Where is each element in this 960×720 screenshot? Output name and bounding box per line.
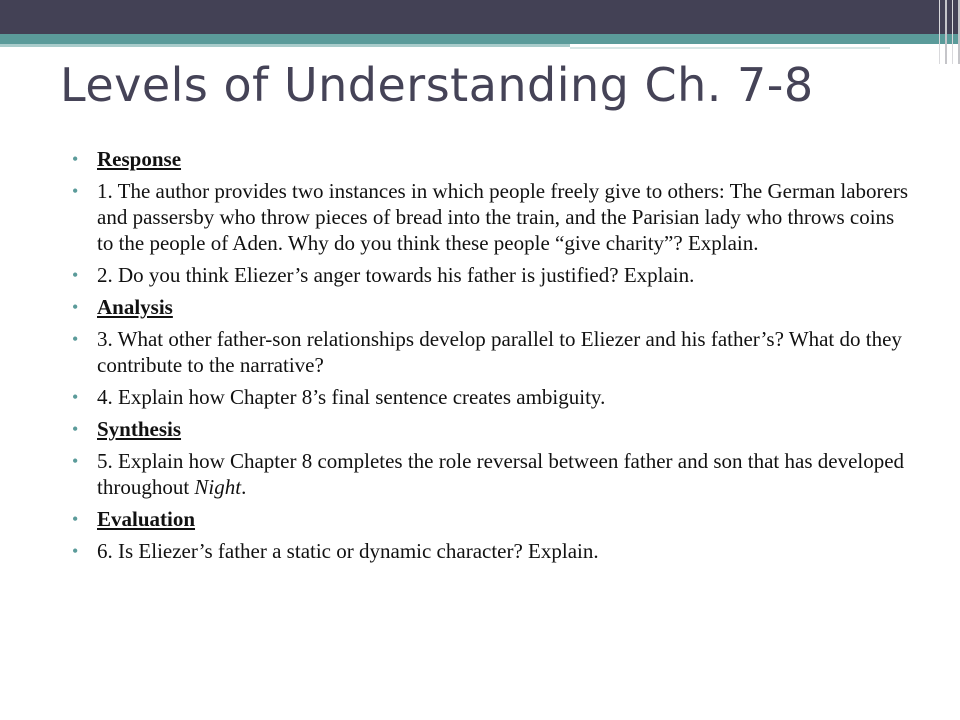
- stripe: [945, 0, 947, 64]
- section-heading-synthesis: [72, 416, 910, 442]
- accent-bar: [0, 34, 960, 44]
- section-heading-response: [72, 146, 910, 172]
- question-text: 3. What other father-son relationships develop parallel to Eliezer and his father’s? What do they contribute to the narrative?: [97, 327, 902, 377]
- section-heading-analysis: [72, 294, 910, 320]
- question-4: [72, 384, 910, 410]
- question-text: 2. Do you think Eliezer’s anger towards his father is justified? Explain.: [97, 263, 695, 287]
- heading-text: Synthesis: [97, 417, 182, 441]
- book-title: Night: [194, 475, 242, 499]
- heading-text: Evaluation: [97, 507, 196, 531]
- question-text: 5. Explain how Chapter 8 completes the role reversal between father and son that has developed throughout: [97, 449, 905, 499]
- heading-text: Response: [97, 147, 182, 171]
- accent-line: [0, 44, 570, 47]
- question-3: [72, 326, 910, 378]
- heading-text: Analysis: [97, 295, 173, 319]
- accent-line-secondary: [570, 47, 890, 49]
- header-band: [0, 0, 960, 34]
- stripe: [952, 0, 953, 64]
- section-heading-evaluation: [72, 506, 910, 532]
- bullet-list: [72, 146, 910, 570]
- question-text: 1. The author provides two instances in which people freely give to others: The German laborers and passersby who throw pieces of bread into the train, and the Parisian lady who throws coins to the people of Aden. Why do you think these people “give charity”? Explain.: [97, 179, 908, 255]
- question-text: 4. Explain how Chapter 8’s final sentence creates ambiguity.: [97, 385, 606, 409]
- question-6: [72, 538, 910, 564]
- stripe: [939, 0, 940, 64]
- punctuation: .: [241, 475, 247, 499]
- question-5: [72, 448, 910, 500]
- question-1: [72, 178, 910, 256]
- question-text: 6. Is Eliezer’s father a static or dynamic character? Explain.: [97, 539, 599, 563]
- question-2: [72, 262, 910, 288]
- slide-title: Levels of Understanding Ch. 7-8: [60, 58, 814, 112]
- decorative-stripes: [926, 0, 960, 64]
